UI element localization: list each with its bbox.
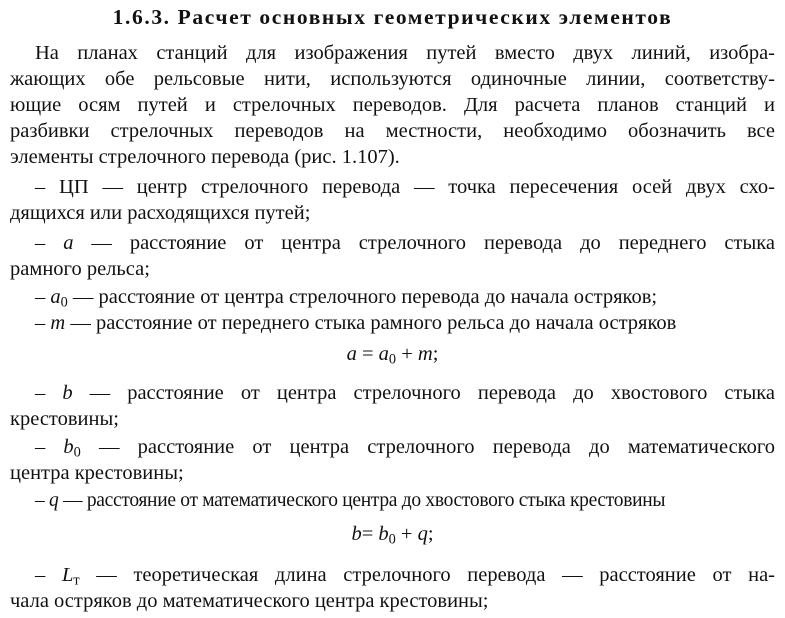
item-q-text: — расстояние от математического центра до хвостового стыка крестовины: [58, 490, 666, 511]
formula-a-lhs: a: [346, 343, 357, 365]
item-cp-line-2: дящихся или расходящихся путей;: [10, 202, 311, 224]
formula-a-eq: =: [356, 343, 379, 365]
list-dash: –: [35, 312, 51, 334]
paragraph-line-4: разбивки стрелочных переводов на местности, необходимо обозначить все: [10, 120, 775, 142]
item-a-line-1: [35, 230, 775, 256]
item-a0-symbol: a: [50, 286, 61, 308]
formula-b-v2: q: [417, 523, 428, 545]
item-lt-subscript: т: [73, 572, 80, 589]
item-q-symbol: q: [49, 490, 59, 511]
item-lt-symbol: L: [61, 564, 74, 586]
formula-b-lhs: b: [351, 523, 362, 545]
item-lt-line-2: чала остряков до математического центра крестовины;: [10, 590, 489, 612]
item-a0-subscript: 0: [60, 294, 68, 311]
formula-b-plus: +: [395, 523, 418, 545]
formula-b-end: ;: [427, 523, 434, 545]
formula-a: [0, 340, 785, 368]
item-b-line-1: [35, 380, 775, 406]
list-dash: –: [35, 286, 51, 308]
formula-a-end: ;: [432, 343, 439, 365]
item-b-symbol: b: [62, 382, 73, 404]
list-dash: –: [35, 176, 60, 198]
item-a0-line-1: [35, 284, 775, 310]
formula-b: [0, 520, 785, 548]
item-b0-text: — расстояние от центра стрелочного перевода до математического: [80, 436, 775, 458]
item-a-text: — расстояние от центра стрелочного перевода до переднего стыка: [73, 232, 776, 254]
list-dash: –: [35, 232, 64, 254]
item-m-symbol: m: [50, 312, 66, 334]
item-a-line-2: рамного рельса;: [10, 258, 150, 280]
item-q-line-1: [35, 488, 775, 514]
item-b-text: — расстояние от центра стрелочного перевода до хвостового стыка: [72, 382, 775, 404]
list-dash: –: [35, 436, 64, 458]
item-cp-line-1: [35, 174, 775, 200]
item-cp-text: — центр стрелочного перевода — точка пересечения осей двух схо-: [88, 176, 776, 198]
item-a0-text: — расстояние от центра стрелочного перевода до начала остряков;: [67, 286, 658, 308]
formula-a-sub: 0: [388, 351, 397, 368]
formula-a-v2: m: [417, 343, 433, 365]
formula-b-sub: 0: [388, 531, 396, 548]
item-m-line-1: [35, 310, 775, 336]
list-dash: –: [35, 564, 62, 586]
section-title: 1.6.3. Расчет основных геометрических элементов: [112, 5, 673, 29]
item-b0-symbol: b: [63, 436, 74, 458]
item-b0-line-2: центра крестовины;: [10, 462, 184, 484]
item-b0-line-1: [35, 434, 775, 460]
item-b-line-2: крестовины;: [10, 408, 119, 430]
formula-b-v1: b: [378, 523, 389, 545]
paragraph-line-2: жающих обе рельсовые нити, используются одиночные линии, соответству-: [10, 68, 775, 90]
list-dash: –: [35, 490, 50, 511]
paragraph-line-5: элементы стрелочного перевода (рис. 1.107).: [10, 146, 400, 168]
item-lt-text: — теоретическая длина стрелочного перевода — расстояние от на-: [79, 564, 776, 586]
item-m-text: — расстояние от переднего стыка рамного рельса до начала остряков: [65, 312, 677, 334]
item-cp-symbol: ЦП: [59, 176, 89, 198]
paragraph-line-1: На планах станций для изображения путей вместо двух линий, изобра-: [35, 42, 775, 64]
item-b0-subscript: 0: [73, 444, 81, 461]
item-lt-line-1: [35, 562, 775, 588]
list-dash: –: [35, 382, 63, 404]
formula-a-plus: +: [396, 343, 418, 365]
formula-b-eq: =: [361, 523, 379, 545]
item-a-symbol: a: [63, 232, 74, 254]
formula-a-v1: a: [378, 343, 389, 365]
paragraph-line-3: ющие осям путей и стрелочных переводов. Для расчета планов станций и: [10, 94, 775, 116]
